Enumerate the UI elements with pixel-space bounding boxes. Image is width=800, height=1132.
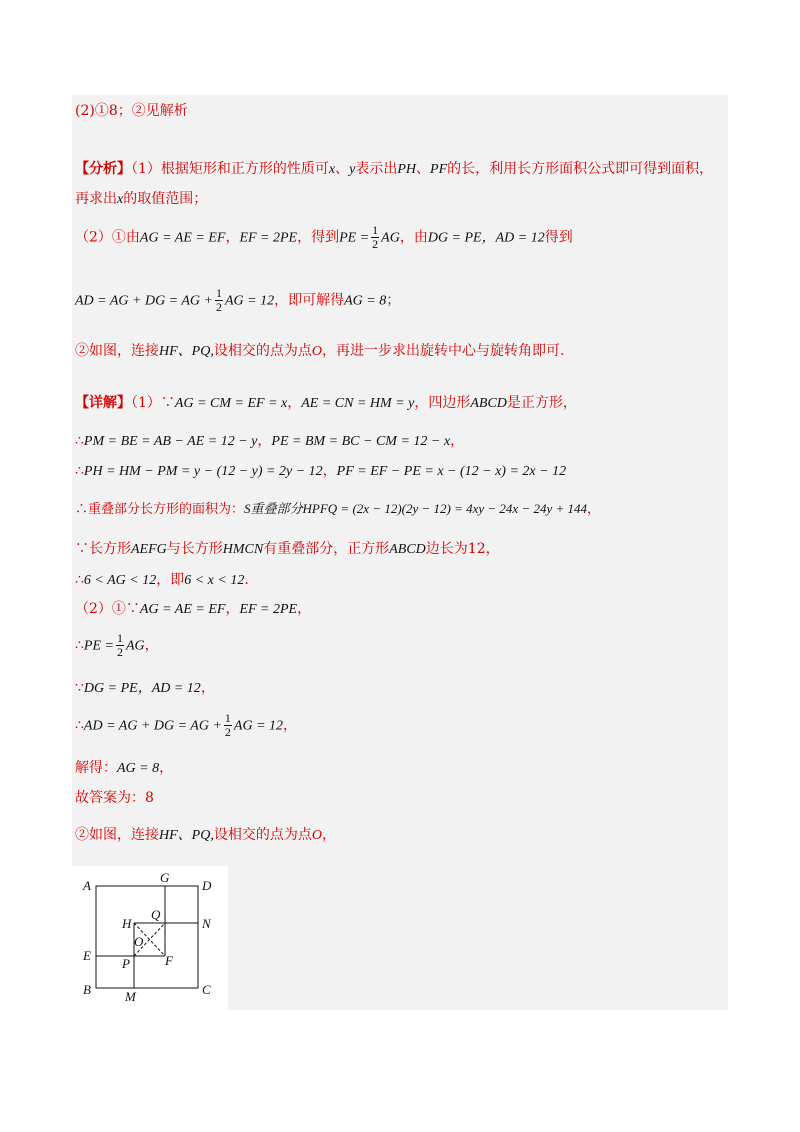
answer-line: (2)①8；②见解析 <box>75 103 188 119</box>
label-Q: Q <box>151 907 161 922</box>
label-O: O <box>134 934 144 949</box>
detail-line-11: 解得：AG = 8， <box>75 760 174 776</box>
detail-line-9: ∵DG = PE，AD = 12， <box>75 680 215 696</box>
detail-line-4: ∴重叠部分长方形的面积为：S重叠部分HPFQ = (2x − 12)(2y − 12) = 4xy − 24x − 24y + 144， <box>75 501 601 517</box>
label-P: P <box>122 956 130 971</box>
label-D: D <box>202 878 212 893</box>
detail-line-13: ②如图，连接HF、PQ,设相交的点为点O， <box>75 827 336 843</box>
fraction: $\frac{1}{2}$ <box>372 223 379 251</box>
fraction: $\frac{1}{2}$ <box>224 711 231 739</box>
label-G: G <box>160 870 170 885</box>
detail-line-2: ∴PM = BE = AB − AE = 12 − y，PE = BM = BC − CM = 12 − x， <box>75 433 465 449</box>
fraction: $\frac{1}{2}$ <box>216 286 222 314</box>
detail-line-5: ∵长方形AEFG与长方形HMCN有重叠部分，正方形ABCD边长为12， <box>75 541 500 557</box>
detail-line-3: ∴PH = HM − PM = y − (12 − y) = 2y − 12，PF = EF − PE = x − (12 − x) = 2x − 12 <box>75 463 567 479</box>
analysis-line-1: 【分析】（1）根据矩形和正方形的性质可x、y表示出PH、PF的长，利用长方形面积公式即可得到面积， <box>75 161 714 177</box>
label-A: A <box>83 878 91 893</box>
label-E: E <box>83 948 91 963</box>
analysis-line-5: ②如图，连接HF、PQ,设相交的点为点O，再进一步求出旋转中心与旋转角即可. <box>75 343 565 359</box>
label-B: B <box>83 982 91 997</box>
label-M: M <box>125 989 136 1004</box>
detail-line-1: 【详解】（1）∵AG = CM = EF = x，AE = CN = HM = y，四边形ABCD是正方形， <box>75 395 577 411</box>
detail-line-8: ∴PE = $\frac{1}{2}$ AG， <box>75 631 159 659</box>
label-F: F <box>165 953 173 968</box>
analysis-line-2: 再求出x的取值范围； <box>75 191 208 207</box>
label-N: N <box>202 916 211 931</box>
fraction: $\frac{1}{2}$ <box>116 631 123 659</box>
label-H: H <box>122 916 132 931</box>
detail-line-10: ∴AD = AG + DG = AG + $\frac{1}{2}$ AG = 12， <box>75 711 298 739</box>
analysis-line-4: AD = AG + DG = AG + $\frac{1}{2}$ AG = 12，即可解得AG = 8； <box>75 286 401 314</box>
label-C: C <box>202 982 211 997</box>
analysis-line-3: （2）①由AG = AE = EF，EF = 2PE，得到PE = $\frac{1}{2}$ AG，由DG = PE，AD = 12得到 <box>75 223 573 251</box>
detail-line-6: ∴6 < AG < 12，即6 < x < 12. <box>75 572 249 588</box>
detail-line-12: 故答案为：8 <box>75 790 154 806</box>
detail-line-7: （2）①∵AG = AE = EF，EF = 2PE， <box>75 601 312 617</box>
geometry-figure <box>72 866 228 1010</box>
